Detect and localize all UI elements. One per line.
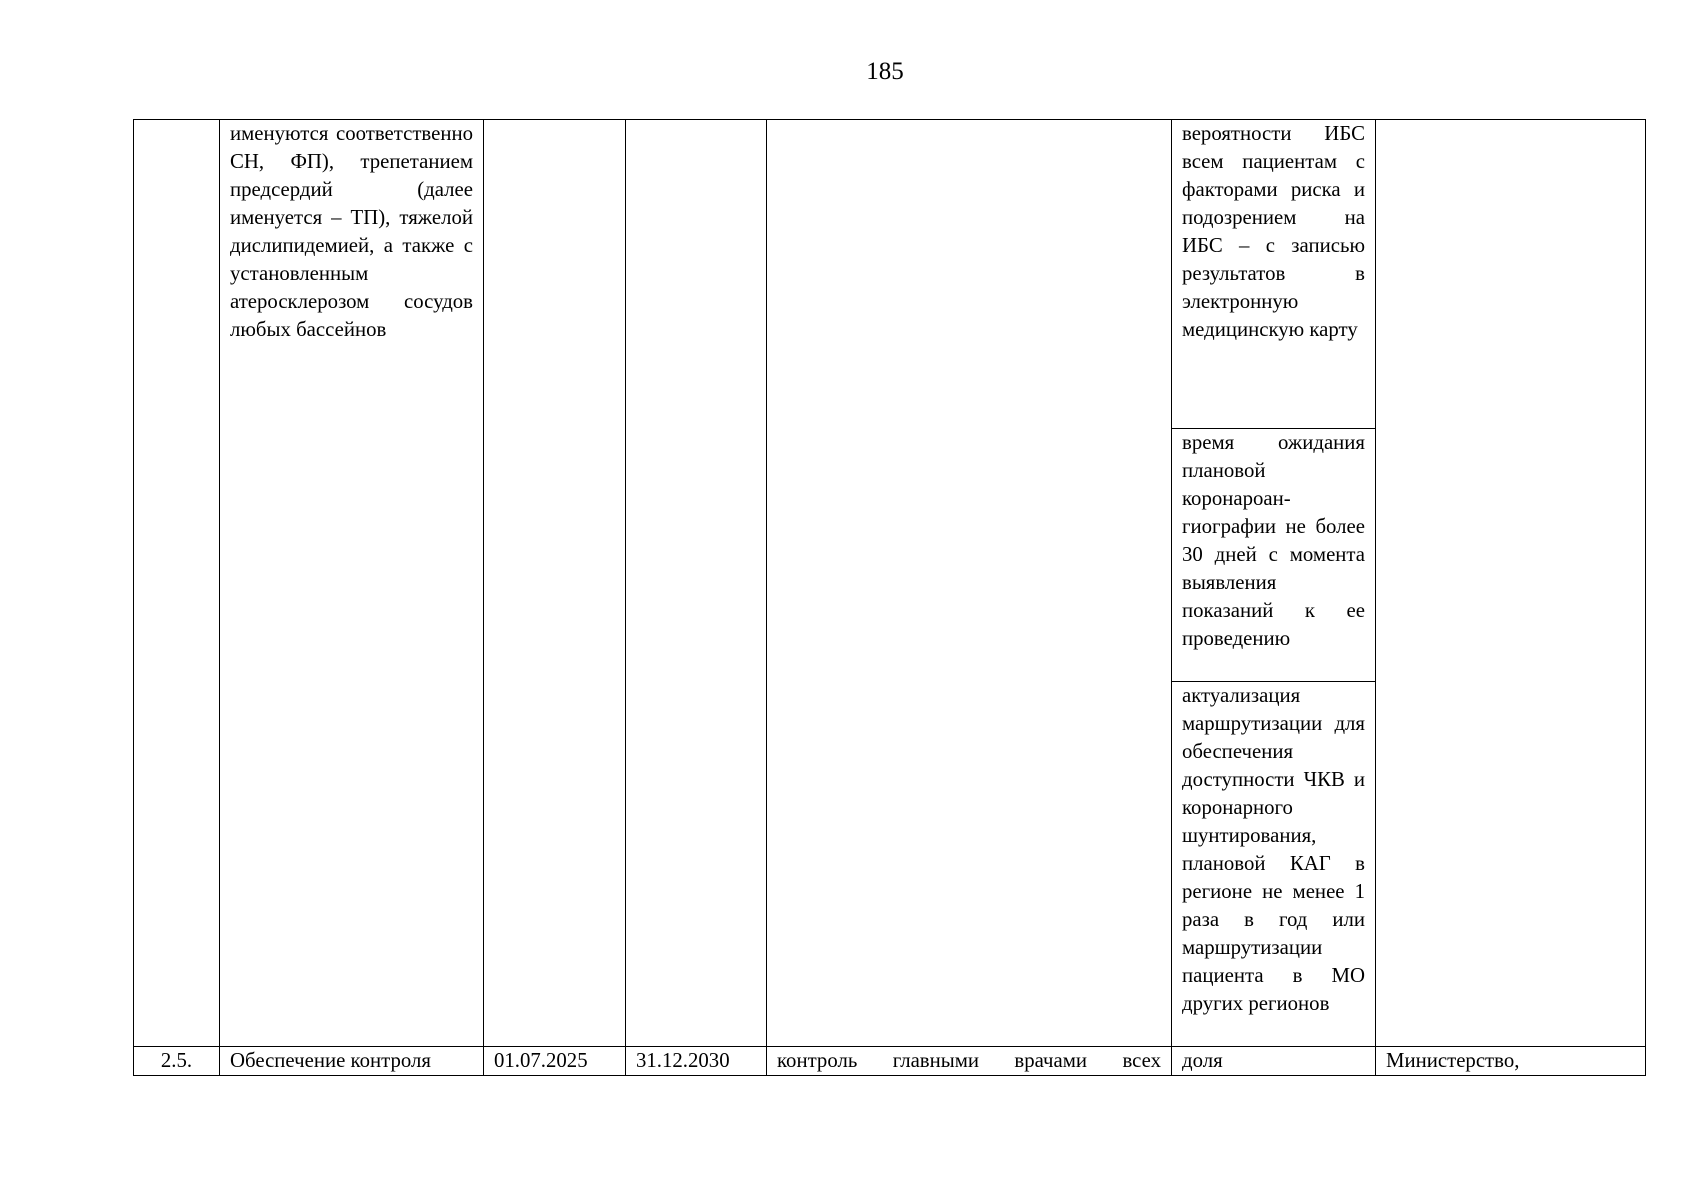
cell-number-continued: [134, 120, 220, 1047]
cell-result-continued: [767, 120, 1172, 1047]
page-number: 185: [866, 58, 904, 85]
cell-end-date-continued: [626, 120, 767, 1047]
cell-responsible: Министерство,: [1376, 1047, 1646, 1076]
table-row: [134, 1047, 1646, 1076]
measures-table: [133, 119, 1646, 1076]
cell-result: контроль главными врачами всех: [767, 1047, 1172, 1076]
cell-row-number: 2.5.: [134, 1047, 220, 1076]
cell-description-continued: именуются соответственно СН, ФП), трепетанием предсердий (далее именуется – ТП), тяжелой дислипидемией, а также с установленным атеросклерозом сосудов любых бассейнов: [220, 120, 484, 1047]
table-row-continued: [134, 120, 1646, 429]
cell-indicator: доля: [1172, 1047, 1376, 1076]
cell-start-date: 01.07.2025: [484, 1047, 626, 1076]
cell-indicator-2: время ожидания плановой коронароан-гиографии не более 30 дней с момента выявления показаний к ее проведению: [1172, 429, 1376, 682]
cell-indicator-3: актуализация маршрутизации для обеспечения доступности ЧКВ и коронарного шунтирования, плановой КАГ в регионе не менее 1 раза в год или маршрутизации пациента в МО других регионов: [1172, 682, 1376, 1047]
cell-end-date: 31.12.2030: [626, 1047, 767, 1076]
cell-indicator-1: вероятности ИБС всем пациентам с факторами риска и подозрением на ИБС – с записью результатов в электронную медицинскую карту: [1172, 120, 1376, 429]
cell-measure-name: Обеспечение контроля: [220, 1047, 484, 1076]
cell-responsible-continued: [1376, 120, 1646, 1047]
cell-start-date-continued: [484, 120, 626, 1047]
